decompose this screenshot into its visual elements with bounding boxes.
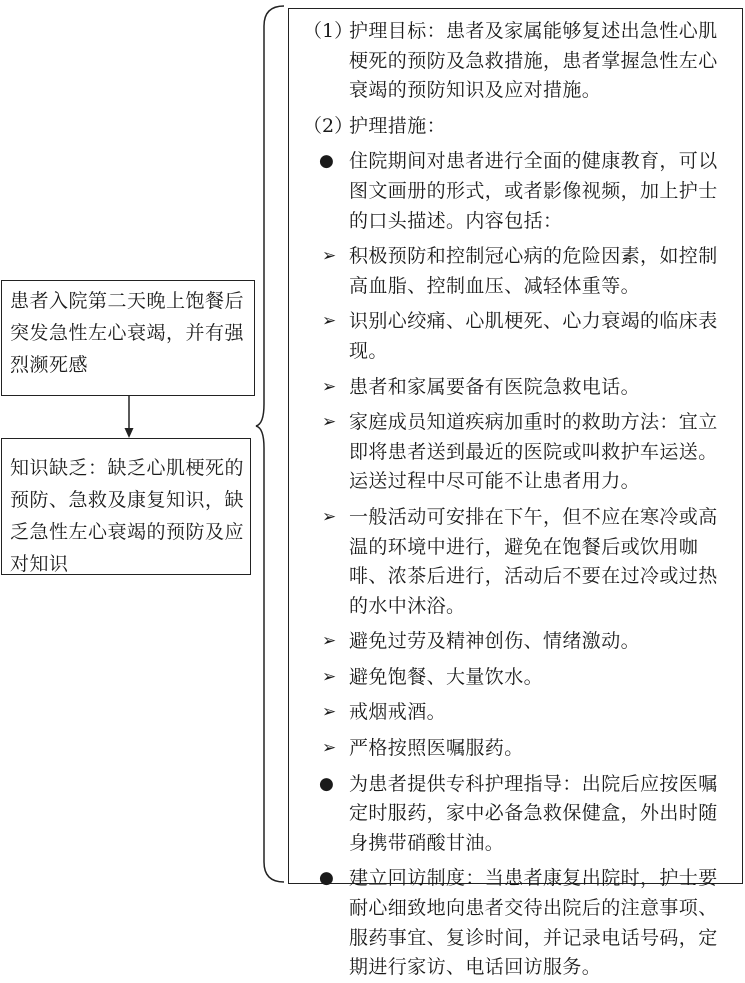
- arrow-bullet-icon: ➢: [322, 376, 337, 397]
- bullet-item: [295, 147, 732, 236]
- arrow-bullet-icon: ➢: [322, 412, 337, 433]
- numbered-item: [295, 17, 732, 106]
- sub-item: [295, 408, 732, 497]
- item-text: 严格按照医嘱服药。: [349, 737, 524, 760]
- item-text: 一般活动可安排在下午，但不应在寒冷或高温的环境中进行，避免在饱餐后或饮用咖啡、浓茶后进行，活动后不要在过冷或过热的水中沐浴。: [349, 505, 718, 617]
- arrow-bullet-icon: ➢: [322, 631, 337, 652]
- sub-item: [295, 698, 732, 728]
- sub-item: [295, 307, 732, 366]
- item-text: 戒烟戒酒。: [349, 701, 447, 724]
- item-text: 住院期间对患者进行全面的健康教育，可以图文画册的形式，或者影像视频，加上护士的口头描述。内容包括：: [349, 150, 718, 232]
- sub-item: [295, 373, 732, 403]
- nursing-plan-box: [288, 8, 743, 979]
- item-text: 护理目标：患者及家属能够复述出急性心肌梗死的预防及急救措施，患者掌握急性左心衰竭的预防知识及应对措施。: [349, 20, 718, 102]
- bullet-icon: ●: [319, 868, 334, 889]
- item-text: 家庭成员知道疾病加重时的救助方法：宜立即将患者送到最近的医院或叫救护车运送。运送过程中尽可能不让患者用力。: [349, 411, 718, 493]
- item-text: 积极预防和控制冠心病的危险因素，如控制高血脂、控制血压、减轻体重等。: [349, 245, 718, 297]
- arrow-bullet-icon: ➢: [322, 738, 337, 759]
- sub-item: [295, 663, 732, 693]
- item-number: （1）: [303, 20, 354, 42]
- item-number: （2）: [303, 114, 354, 137]
- item-text: 避免过劳及精神创伤、情绪激动。: [349, 630, 641, 653]
- item-text: 患者和家属要备有医院急救电话。: [349, 375, 641, 398]
- arrow-bullet-icon: ➢: [322, 506, 337, 527]
- sub-item: [295, 627, 732, 657]
- bullet-item: [295, 864, 732, 982]
- item-text: 建立回访制度：当患者康复出院时，护士要耐心细致地向患者交待出院后的注意事项、服药事宜、复诊时间，并记录电话号码，定期进行家访、电话回访服务。: [349, 867, 718, 979]
- numbered-item: [295, 112, 732, 142]
- bullet-icon: ●: [319, 773, 334, 794]
- arrow-bullet-icon: ➢: [322, 311, 337, 332]
- item-text: 为患者提供专科护理指导：出院后应按医嘱定时服药，家中必备急救保健盒，外出时随身携带硝酸甘油。: [349, 772, 718, 854]
- bullet-icon: ●: [319, 151, 334, 172]
- bullet-item: [295, 770, 732, 859]
- sub-item: [295, 734, 732, 764]
- diagnosis-text: 知识缺乏：缺乏心肌梗死的预防、急救及康复知识，缺乏急性左心衰竭的预防及应对知识: [10, 457, 245, 575]
- nursing-plan-list: [295, 17, 732, 983]
- item-text: 护理措施：: [349, 114, 447, 137]
- arrow-bullet-icon: ➢: [322, 702, 337, 723]
- sub-item: [295, 242, 732, 301]
- arrow-bullet-icon: ➢: [322, 246, 337, 267]
- sub-item: [295, 503, 732, 621]
- event-text: 患者入院第二天晚上饱餐后突发急性左心衰竭，并有强烈濒死感: [10, 290, 245, 376]
- arrow-bullet-icon: ➢: [322, 666, 337, 687]
- item-text: 识别心绞痛、心肌梗死、心力衰竭的临床表现。: [349, 310, 718, 362]
- item-text: 避免饱餐、大量饮水。: [349, 665, 544, 688]
